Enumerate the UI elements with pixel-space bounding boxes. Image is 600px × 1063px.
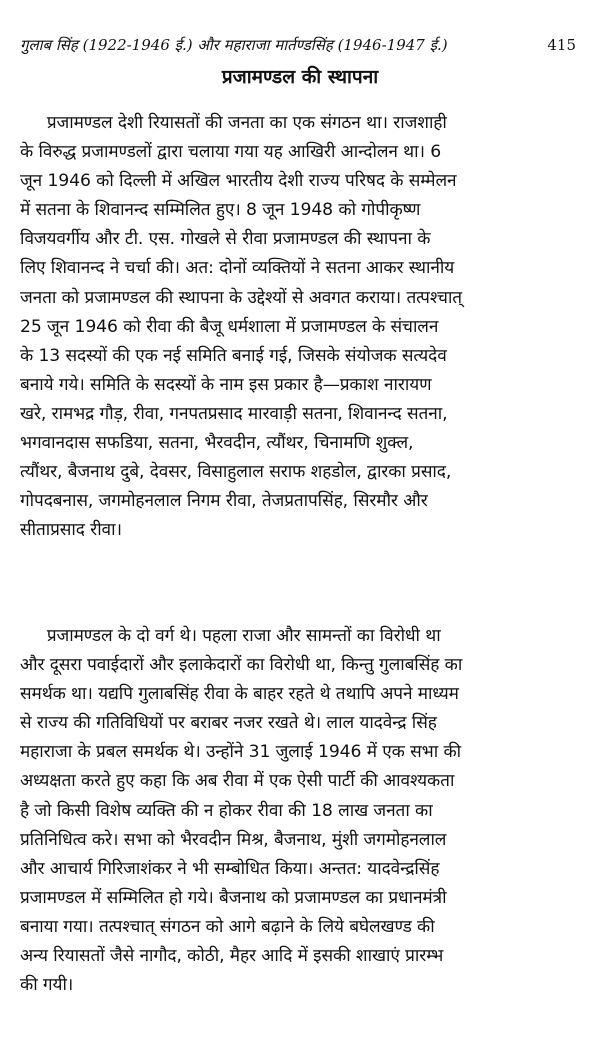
- text-line: है जो किसी विशेष व्यक्ति की न होकर रीवा की 18 लाख जनता का: [20, 800, 433, 821]
- text-line: और आचार्य गिरिजाशंकर ने भी सम्बोधित किया। अन्तत: यादवेन्द्रसिंह: [20, 858, 440, 879]
- text-line: बनाये गये। समिति के सदस्यों के नाम इस प्रकार है—प्रकाश नारायण: [20, 374, 432, 395]
- text-line: में सतना के शिवानन्द सम्मिलित हुए। 8 जून 1948 को गोपीकृष्ण: [20, 200, 421, 221]
- text-line: के विरुद्ध प्रजामण्डलों द्वारा चलाया गया यह आखिरी आन्दोलन था। 6: [20, 142, 442, 163]
- text-line: से राज्य की गतिविधियों पर बराबर नजर रखते थे। लाल यादवेन्द्र सिंह: [20, 713, 437, 734]
- text-line: अध्यक्षता करते हुए कहा कि अब रीवा में एक ऐसी पार्टी की आवश्यकता: [20, 771, 455, 792]
- text-line: बनाया गया। तत्पश्चात् संगठन को आगे बढ़ाने के लिये बघेलखण्ड की: [20, 916, 435, 937]
- text-line: महाराजा के प्रबल समर्थक थे। उन्होंने 31 जुलाई 1946 में एक सभा की: [20, 742, 461, 763]
- text-line: त्यौंथर, बैजनाथ दुबे, देवसर, विसाहुलाल सराफ शहडोल, द्वारका प्रसाद,: [20, 462, 452, 483]
- text-line: के 13 सदस्यों की एक नई समिति बनाई गई, जिसके संयोजक सत्यदेव: [20, 345, 447, 366]
- paragraph-2: [20, 622, 580, 1000]
- text-line: और दूसरा पवाईदारों और इलाकेदारों का विरोधी था, किन्तु गुलाबसिंह का: [20, 655, 463, 676]
- section-heading: प्रजामण्डल की स्थापना: [221, 66, 379, 88]
- text-line: लिए शिवानन्द ने चर्चा की। अत: दोनों व्यक्तियों ने सतना आकर स्थानीय: [20, 258, 455, 279]
- paragraph-1: [20, 109, 580, 545]
- running-header: [20, 34, 580, 56]
- text-line: 25 जून 1946 को रीवा की बैजू धर्मशाला में प्रजामण्डल के संचालन: [20, 316, 439, 337]
- page-number: 415: [547, 36, 576, 54]
- text-line: की गयी।: [20, 975, 74, 996]
- text-line: प्रजामण्डल के दो वर्ग थे। पहला राजा और सामन्तों का विरोधी था: [20, 626, 441, 646]
- text-line: सीताप्रसाद रीवा।: [20, 520, 122, 541]
- text-line: जून 1946 को दिल्ली में अखिल भारतीय देशी राज्य परिषद के सम्मेलन: [20, 171, 457, 192]
- text-line: प्रजामण्डल में सम्मिलित हो गये। बैजनाथ को प्रजामण्डल का प्रधानमंत्री: [20, 887, 447, 908]
- text-line: प्रतिनिधित्व करे। सभा को भैरवदीन मिश्र, बैजनाथ, मुंशी जगमोहनलाल: [20, 829, 447, 850]
- text-line: जनता को प्रजामण्डल की स्थापना के उद्देश्यों से अवगत कराया। तत्पश्चात्: [20, 287, 462, 308]
- running-title: गुलाब सिंह (1922-1946 ई.) और महाराजा मार्तण्डसिंह (1946-1947 ई.): [20, 36, 448, 54]
- text-line: विजयवर्गीय और टी. एस. गोखले से रीवा प्रजामण्डल की स्थापना के: [20, 229, 431, 250]
- text-line: अन्य रियासतों जैसे नागौद, कोठी, मैहर आदि में इसकी शाखाएं प्रारम्भ: [20, 946, 444, 967]
- text-line: प्रजामण्डल देशी रियासतों की जनता का एक संगठन था। राजशाही: [20, 113, 447, 133]
- text-line: समर्थक था। यद्यपि गुलाबसिंह रीवा के बाहर रहते थे तथापि अपने माध्यम: [20, 684, 459, 705]
- text-line: खरे, रामभद्र गौड़, रीवा, गनपतप्रसाद मारवाड़ी सतना, शिवानन्द सतना,: [20, 403, 448, 424]
- text-line: गोपदबनास, जगमोहनलाल निगम रीवा, तेजप्रतापसिंह, सिरमौर और: [20, 491, 428, 512]
- text-line: भगवानदास सफडिया, सतना, भैरवदीन, त्यौंथर, चिनामणि शुक्ल,: [20, 433, 414, 454]
